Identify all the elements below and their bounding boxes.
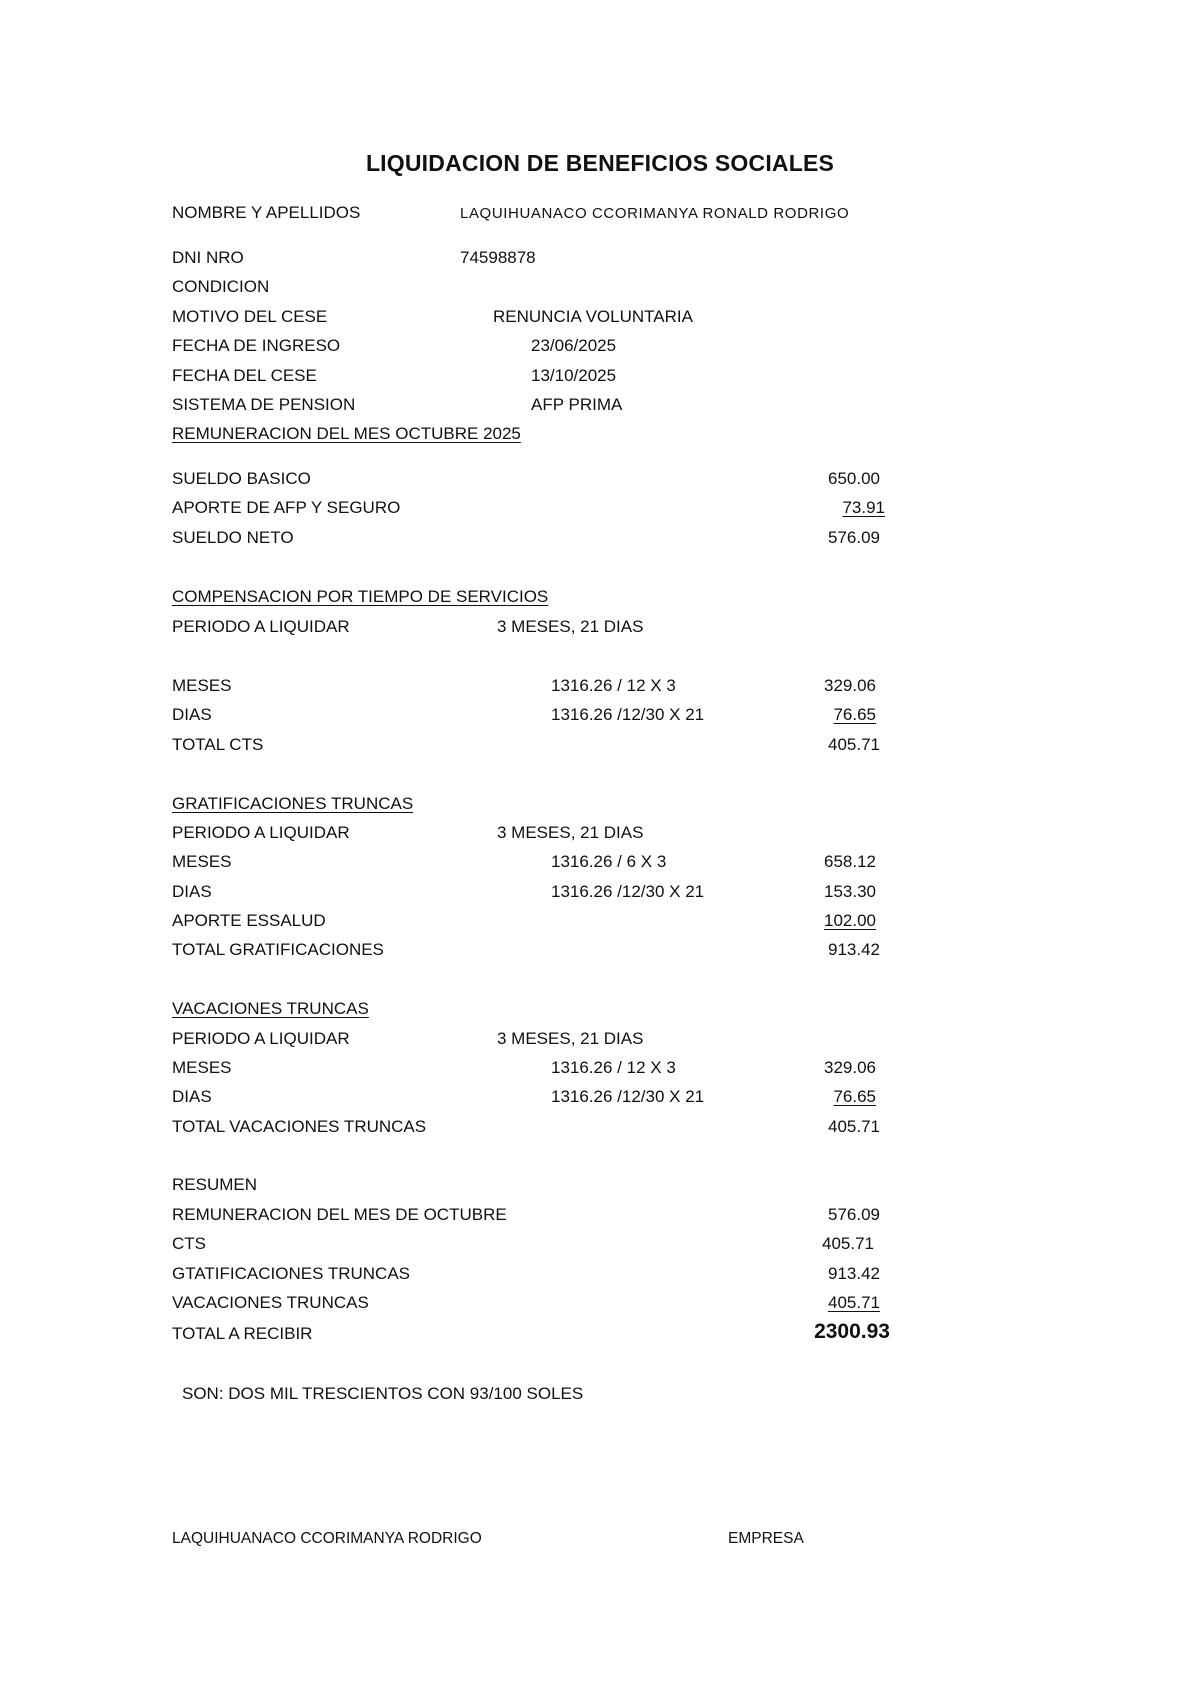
ingreso-value: 23/06/2025 bbox=[531, 336, 617, 355]
cts-meses-label: MESES bbox=[172, 676, 232, 695]
total-recibir-value: 2300.93 bbox=[814, 1320, 890, 1343]
grat-dias-value: 153.30 bbox=[824, 882, 876, 901]
sueldo-neto-label: SUELDO NETO bbox=[172, 528, 294, 547]
vac-meses-formula: 1316.26 / 12 X 3 bbox=[551, 1058, 676, 1077]
ingreso-label: FECHA DE INGRESO bbox=[172, 336, 341, 355]
resumen-heading: RESUMEN bbox=[172, 1175, 258, 1194]
vac-total-value: 405.71 bbox=[828, 1117, 880, 1136]
dni-label: DNI NRO bbox=[172, 248, 244, 267]
grat-dias-formula: 1316.26 /12/30 X 21 bbox=[551, 882, 705, 901]
cts-periodo-label: PERIODO A LIQUIDAR bbox=[172, 617, 350, 636]
grat-periodo-value: 3 MESES, 21 DIAS bbox=[497, 823, 644, 842]
resumen-vac-label: VACACIONES TRUNCAS bbox=[172, 1293, 369, 1312]
cts-dias-value: 76.65 bbox=[833, 705, 876, 724]
aporte-afp-value: 73.91 bbox=[842, 498, 885, 517]
vac-periodo-label: PERIODO A LIQUIDAR bbox=[172, 1029, 350, 1048]
dni-value: 74598878 bbox=[460, 248, 536, 267]
cts-periodo-value: 3 MESES, 21 DIAS bbox=[497, 617, 644, 636]
grat-meses-formula: 1316.26 / 6 X 3 bbox=[551, 852, 667, 871]
cts-meses-formula: 1316.26 / 12 X 3 bbox=[551, 676, 676, 695]
cese-label: FECHA DEL CESE bbox=[172, 366, 317, 385]
cts-dias-formula: 1316.26 /12/30 X 21 bbox=[551, 705, 705, 724]
grat-total-value: 913.42 bbox=[828, 940, 880, 959]
cts-dias-label: DIAS bbox=[172, 705, 212, 724]
cts-total-value: 405.71 bbox=[828, 735, 880, 754]
essalud-label: APORTE ESSALUD bbox=[172, 911, 326, 930]
sueldo-basico-value: 650.00 bbox=[828, 469, 880, 488]
motivo-value: RENUNCIA VOLUNTARIA bbox=[493, 307, 693, 326]
resumen-cts-value: 405.71 bbox=[822, 1234, 874, 1253]
signature-company: EMPRESA bbox=[728, 1530, 804, 1547]
resumen-rem-value: 576.09 bbox=[828, 1205, 880, 1224]
pension-value: AFP PRIMA bbox=[531, 395, 623, 414]
grat-meses-label: MESES bbox=[172, 852, 232, 871]
vac-dias-formula: 1316.26 /12/30 X 21 bbox=[551, 1087, 705, 1106]
aporte-afp-label: APORTE DE AFP Y SEGURO bbox=[172, 498, 401, 517]
amount-in-words: SON: DOS MIL TRESCIENTOS CON 93/100 SOLES bbox=[182, 1384, 584, 1403]
pension-label: SISTEMA DE PENSION bbox=[172, 395, 356, 414]
motivo-label: MOTIVO DEL CESE bbox=[172, 307, 328, 326]
grat-meses-value: 658.12 bbox=[824, 852, 876, 871]
vacaciones-heading: VACACIONES TRUNCAS bbox=[172, 999, 369, 1018]
signature-worker: LAQUIHUANACO CCORIMANYA RODRIGO bbox=[172, 1530, 482, 1547]
condicion-label: CONDICION bbox=[172, 277, 270, 296]
resumen-grat-value: 913.42 bbox=[828, 1264, 880, 1283]
resumen-cts-label: CTS bbox=[172, 1234, 206, 1253]
resumen-vac-value: 405.71 bbox=[828, 1293, 880, 1312]
essalud-value: 102.00 bbox=[824, 911, 876, 930]
vac-total-label: TOTAL VACACIONES TRUNCAS bbox=[172, 1117, 427, 1136]
vac-dias-label: DIAS bbox=[172, 1087, 212, 1106]
grat-periodo-label: PERIODO A LIQUIDAR bbox=[172, 823, 350, 842]
document-title: LIQUIDACION DE BENEFICIOS SOCIALES bbox=[365, 150, 835, 176]
name-value: LAQUIHUANACO CCORIMANYA RONALD RODRIGO bbox=[460, 205, 850, 222]
cts-meses-value: 329.06 bbox=[824, 676, 876, 695]
vac-meses-value: 329.06 bbox=[824, 1058, 876, 1077]
total-recibir-label: TOTAL A RECIBIR bbox=[172, 1324, 313, 1343]
grat-dias-label: DIAS bbox=[172, 882, 212, 901]
sueldo-basico-label: SUELDO BASICO bbox=[172, 469, 311, 488]
gratificaciones-heading: GRATIFICACIONES TRUNCAS bbox=[172, 794, 414, 813]
resumen-grat-label: GTATIFICACIONES TRUNCAS bbox=[172, 1264, 411, 1283]
sueldo-neto-value: 576.09 bbox=[828, 528, 880, 547]
resumen-rem-label: REMUNERACION DEL MES DE OCTUBRE bbox=[172, 1205, 507, 1224]
cts-heading: COMPENSACION POR TIEMPO DE SERVICIOS bbox=[172, 587, 549, 606]
vac-dias-value: 76.65 bbox=[833, 1087, 876, 1106]
cts-total-label: TOTAL CTS bbox=[172, 735, 264, 754]
name-label: NOMBRE Y APELLIDOS bbox=[172, 203, 361, 222]
grat-total-label: TOTAL GRATIFICACIONES bbox=[172, 940, 384, 959]
vac-meses-label: MESES bbox=[172, 1058, 232, 1077]
remuneracion-heading: REMUNERACION DEL MES OCTUBRE 2025 bbox=[172, 424, 521, 443]
vac-periodo-value: 3 MESES, 21 DIAS bbox=[497, 1029, 644, 1048]
cese-value: 13/10/2025 bbox=[531, 366, 617, 385]
